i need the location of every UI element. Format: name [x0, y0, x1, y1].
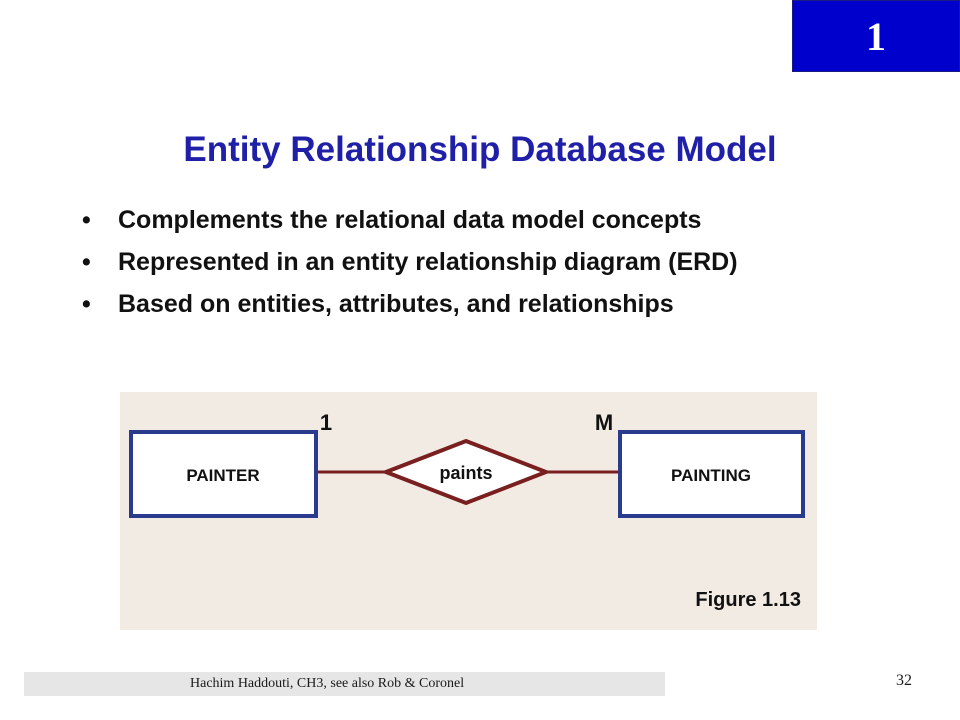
bullet-list [82, 205, 882, 331]
slide-title: Entity Relationship Database Model [183, 130, 777, 169]
bullet-item [82, 289, 882, 319]
footer-credit: Hachim Haddouti, CH3, see also Rob & Coronel [190, 676, 465, 691]
erd-figure [120, 392, 817, 630]
figure-caption: Figure 1.13 [695, 589, 801, 611]
entity-painting-label: PAINTING [671, 466, 751, 485]
bullet-item [82, 205, 882, 235]
bullet-item [82, 247, 882, 277]
bullet-text: Based on entities, attributes, and relationships [118, 290, 674, 318]
entity-painter-label: PAINTER [186, 466, 260, 485]
bullet-text: Represented in an entity relationship diagram (ERD) [118, 248, 738, 276]
bullet-text: Complements the relational data model concepts [118, 206, 702, 234]
page-number: 32 [896, 672, 912, 689]
chapter-number-badge: 1 [792, 0, 960, 72]
cardinality-one-label: 1 [319, 410, 333, 435]
bullet-marker: • [82, 206, 91, 234]
relationship-paints-label: paints [439, 463, 493, 483]
cardinality-many-label: M [594, 410, 614, 435]
bullet-marker: • [82, 290, 91, 318]
bullet-marker: • [82, 248, 91, 276]
